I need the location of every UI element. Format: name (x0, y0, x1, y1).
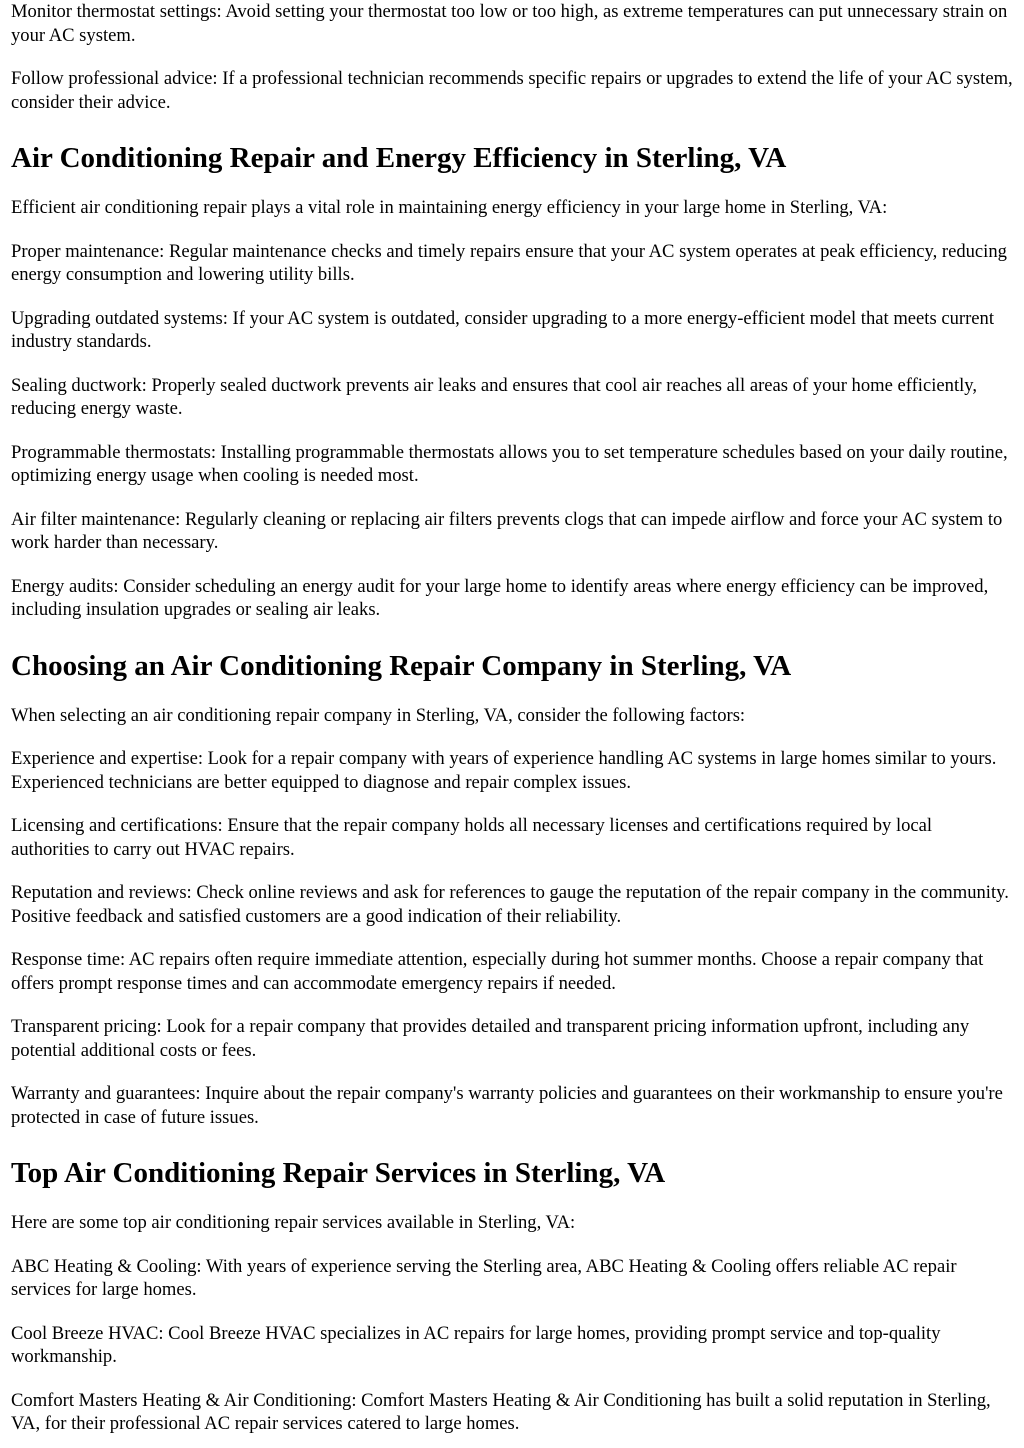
section-paragraph: Response time: AC repairs often require immediate attention, especially during hot summer months. Choose a repair company that offers prompt response times and can accommodate emergency repairs if needed. (11, 949, 984, 994)
section-paragraph: Upgrading outdated systems: If your AC system is outdated, consider upgrading to a more energy-efficient model that meets current industry standards. (11, 307, 994, 352)
section-paragraph: Sealing ductwork: Properly sealed ductwork prevents air leaks and ensures that cool air reaches all areas of your home efficiently, reducing energy waste. (11, 374, 978, 419)
section-paragraph: Here are some top air conditioning repair services available in Sterling, VA: (11, 1212, 576, 1233)
section-paragraph: Comfort Masters Heating & Air Conditioning: Comfort Masters Heating & Air Conditioning has built a solid reputation in Sterling, VA, for their professional AC repair services catered to large homes. (11, 1389, 991, 1434)
section-paragraph: Efficient air conditioning repair plays a vital role in maintaining energy efficiency in your large home in Sterling, VA: (11, 197, 888, 218)
intro-paragraph: Monitor thermostat settings: Avoid setting your thermostat too low or too high, as extreme temperatures can put unnecessary strain on your AC system. (11, 1, 1008, 46)
section-paragraph: ABC Heating & Cooling: With years of experience serving the Sterling area, ABC Heating & Cooling offers reliable AC repair services for large homes. (11, 1255, 957, 1300)
section-paragraph: Licensing and certifications: Ensure that the repair company holds all necessary licenses and certifications required by local authorities to carry out HVAC repairs. (11, 815, 933, 860)
section-paragraph: When selecting an air conditioning repair company in Sterling, VA, consider the following factors: (11, 704, 746, 726)
section-paragraph: Air filter maintenance: Regularly cleaning or replacing air filters prevents clogs that can impede airflow and force your AC system to work harder than necessary. (11, 508, 1003, 553)
section-paragraph: Programmable thermostats: Installing programmable thermostats allows you to set temperature schedules based on your daily routine, optimizing energy usage when cooling is needed most. (11, 441, 1008, 486)
section-paragraph: Transparent pricing: Look for a repair company that provides detailed and transparent pricing information upfront, including any potential additional costs or fees. (11, 1016, 970, 1061)
intro-paragraph: Follow professional advice: If a professional technician recommends specific repairs or upgrades to extend the life of your AC system, consider their advice. (11, 68, 1013, 113)
section-heading: Top Air Conditioning Repair Services in Sterling, VA (11, 1157, 666, 1189)
section-heading: Choosing an Air Conditioning Repair Company in Sterling, VA (11, 649, 792, 682)
section-paragraph: Energy audits: Consider scheduling an energy audit for your large home to identify areas where energy efficiency can be improved, including insulation upgrades or sealing air leaks. (11, 575, 989, 620)
section-paragraph: Proper maintenance: Regular maintenance checks and timely repairs ensure that your AC system operates at peak efficiency, reducing energy consumption and lowering utility bills. (11, 240, 1007, 285)
section-paragraph: Experience and expertise: Look for a repair company with years of experience handling AC systems in large homes similar to yours. Experienced technicians are better equipped to diagnose and repair complex issues. (11, 748, 997, 793)
section-top-services (11, 1156, 1013, 1436)
section-choosing-company (11, 649, 1013, 1130)
section-paragraph: Reputation and reviews: Check online reviews and ask for references to gauge the reputation of the repair company in the community. Positive feedback and satisfied customers are a good indication of their reliability. (11, 882, 1009, 927)
section-paragraph: Cool Breeze HVAC: Cool Breeze HVAC specializes in AC repairs for large homes, providing prompt service and top-quality workmanship. (11, 1322, 941, 1367)
section-heading: Air Conditioning Repair and Energy Efficiency in Sterling, VA (11, 142, 787, 174)
section-paragraph: Warranty and guarantees: Inquire about the repair company's warranty policies and guarantees on their workmanship to ensure you're protected in case of future issues. (11, 1083, 1003, 1128)
section-energy-efficiency (11, 141, 1013, 622)
